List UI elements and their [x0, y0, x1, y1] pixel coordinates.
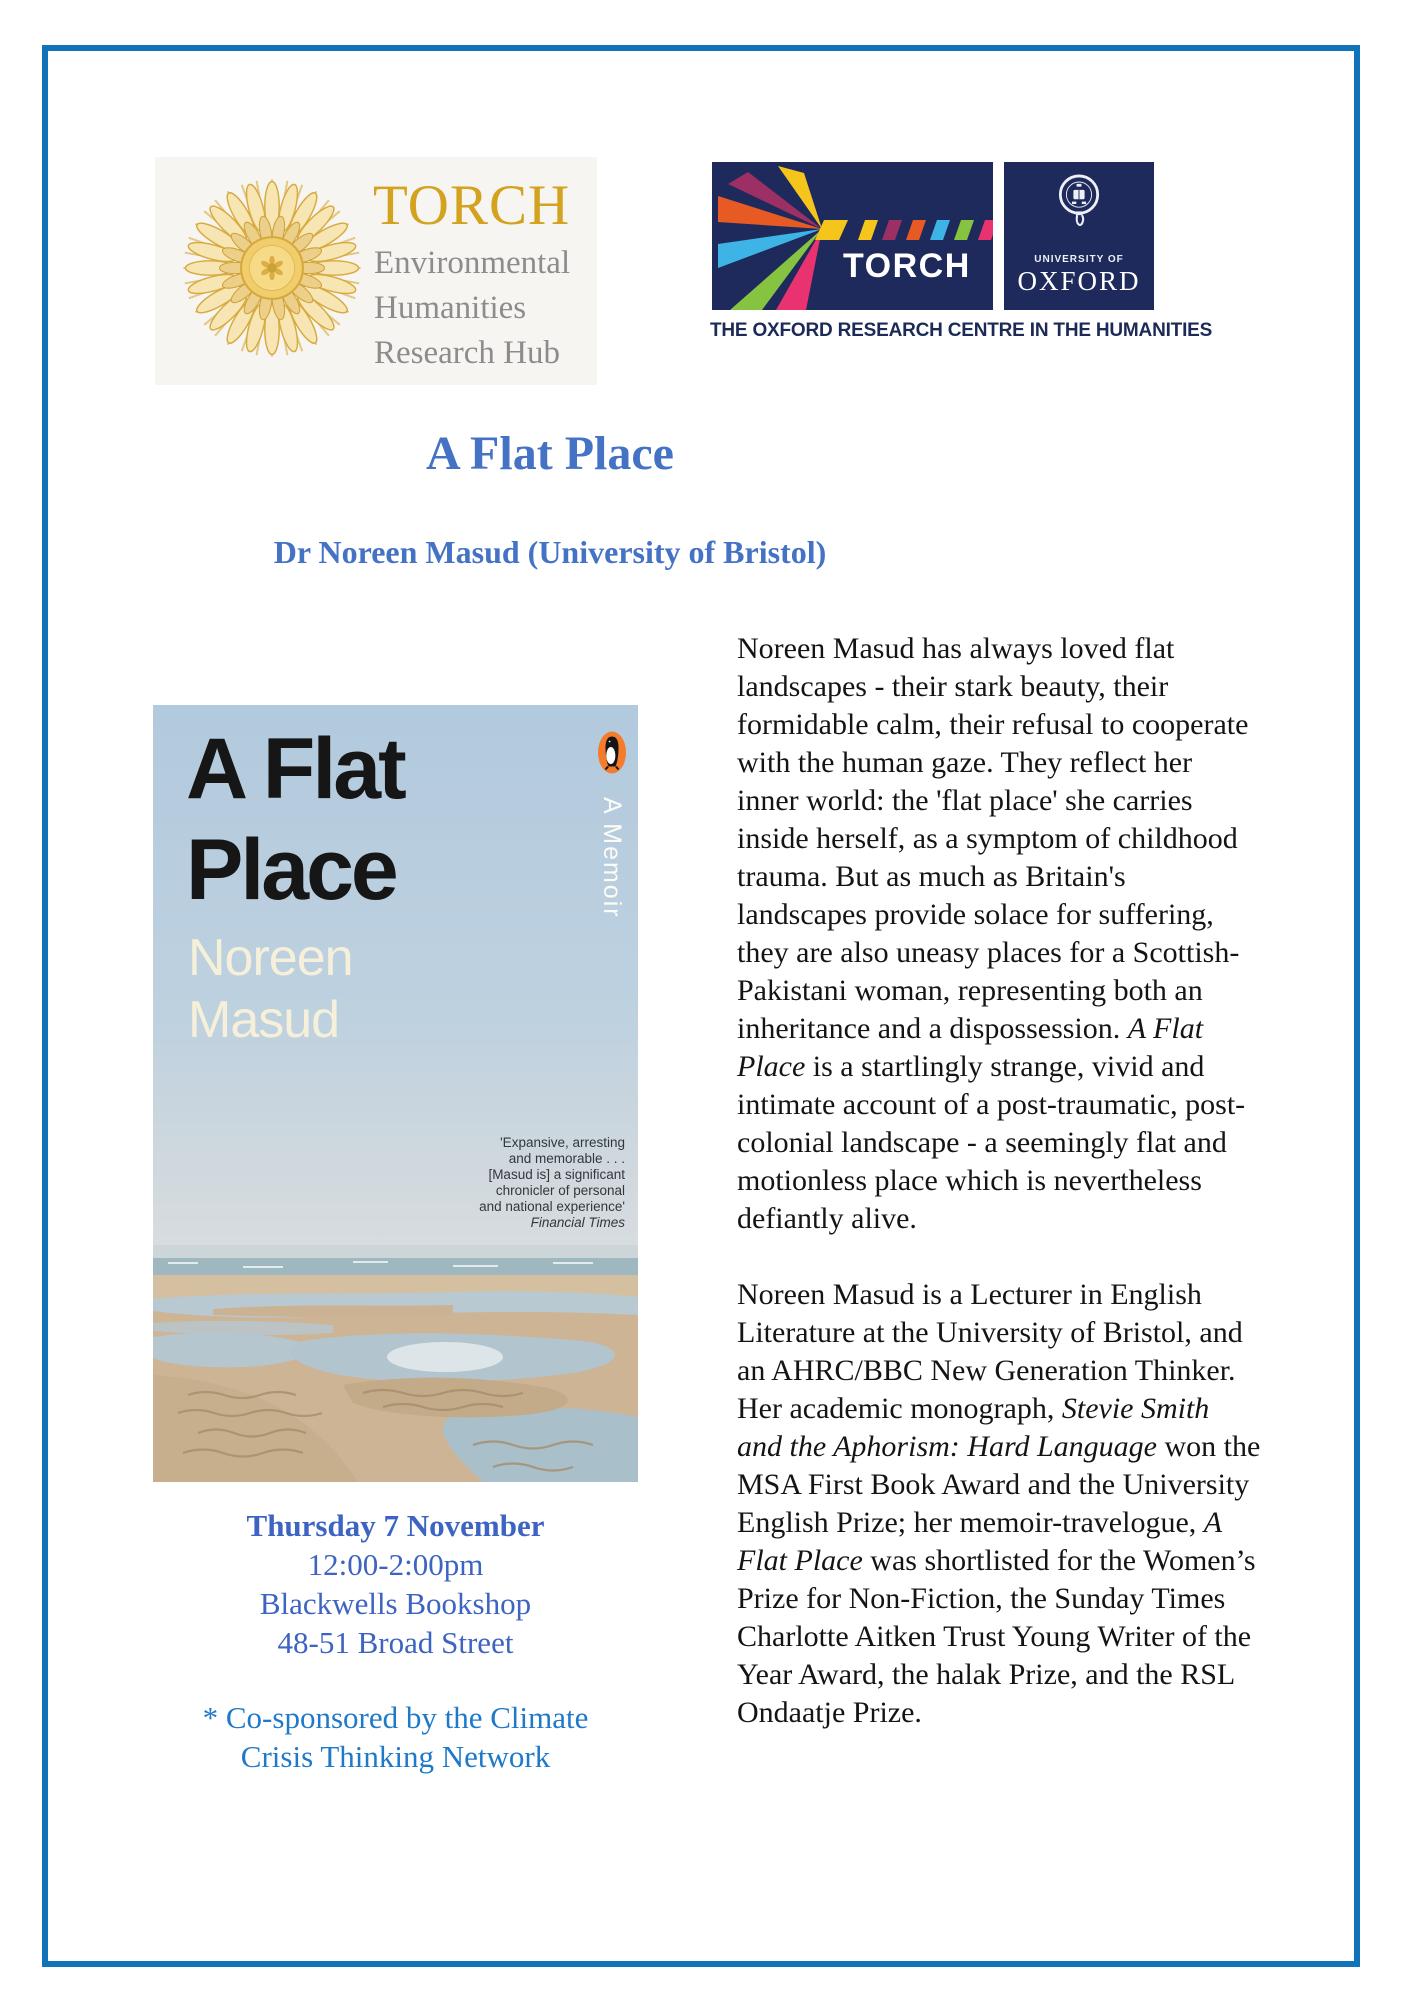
- book-cover-review-quote: [355, 1135, 625, 1231]
- ehrc-logo-title: TORCH: [373, 174, 571, 237]
- event-details: [133, 1506, 658, 1776]
- oxford-crest-icon: [1051, 170, 1107, 236]
- penguin-logo-icon: [597, 731, 627, 774]
- book-cover: [153, 705, 638, 1482]
- torch-caption: THE OXFORD RESEARCH CENTRE IN THE HUMANITIES: [710, 320, 1213, 341]
- event-date: Thursday 7 November: [246, 1508, 545, 1543]
- book-cover-series: A Memoir: [598, 797, 626, 919]
- event-sponsor-note: * Co-sponsored by the Climate Crisis Thinking Network: [202, 1700, 589, 1774]
- book-cover-author: Noreen Masud: [188, 929, 353, 1049]
- page-title: A Flat Place: [426, 427, 674, 480]
- event-time: 12:00-2:00pm: [307, 1547, 484, 1582]
- ehrc-logo-subtitle: Environmental Humanities Research Hub: [374, 245, 571, 371]
- description-paragraph-1: Noreen Masud has always loved flat landscapes - their stark beauty, their formidable calm, their refusal to cooperate with the human gaze. They reflect her inner world: the 'flat place' she carries inside herself, as a symptom of childhood trauma. But as much as Britain's landscapes provide solace for suffering, they are also uneasy places for a Scottish-Pakistani woman, representing both an inheritance and a dispossession. A Flat Place is a startlingly strange, vivid and intimate account of a post-traumatic, post-colonial landscape - a seemingly flat and motionless place which is nevertheless defiantly alive.: [737, 632, 1249, 1235]
- book-cover-title: A Flat Place: [186, 721, 404, 918]
- oxford-logo: [1004, 162, 1154, 310]
- torch-ribbons-icon: [712, 162, 993, 310]
- ehrc-logo: [155, 157, 597, 385]
- review-quote-lines: 'Expansive, arresting and memorable . . . [Masud is] a significant chronicler of personal and national experience': [479, 1135, 625, 1214]
- page-subtitle: Dr Noreen Masud (University of Bristol): [273, 534, 827, 570]
- oxford-logo-line2: OXFORD: [1017, 266, 1141, 296]
- event-address: 48-51 Broad Street: [277, 1625, 514, 1660]
- torch-logo: [712, 162, 993, 310]
- book-description: [737, 630, 1261, 1732]
- event-venue: Blackwells Bookshop: [259, 1586, 532, 1621]
- oxford-logo-line1: UNIVERSITY OF: [1034, 254, 1124, 265]
- description-paragraph-2: Noreen Masud is a Lecturer in English Literature at the University of Bristol, and an AHRC/BBC New Generation Thinker. Her academic monograph, Stevie Smith and the Aphorism: Hard Language won the MSA First Book Award and the University English Prize; her memoir-travelogue, A Flat Place was shortlisted for the Women’s Prize for Non-Fiction, the Sunday Times Charlotte Aitken Trust Young Writer of the Year Award, the halak Prize, and the RSL Ondaatje Prize.: [737, 1278, 1261, 1729]
- beach-photo: [153, 1245, 638, 1482]
- torch-wordmark: TORCH: [843, 247, 971, 285]
- ehrc-sunburst-icon: [169, 165, 375, 371]
- review-source: Financial Times: [530, 1215, 625, 1230]
